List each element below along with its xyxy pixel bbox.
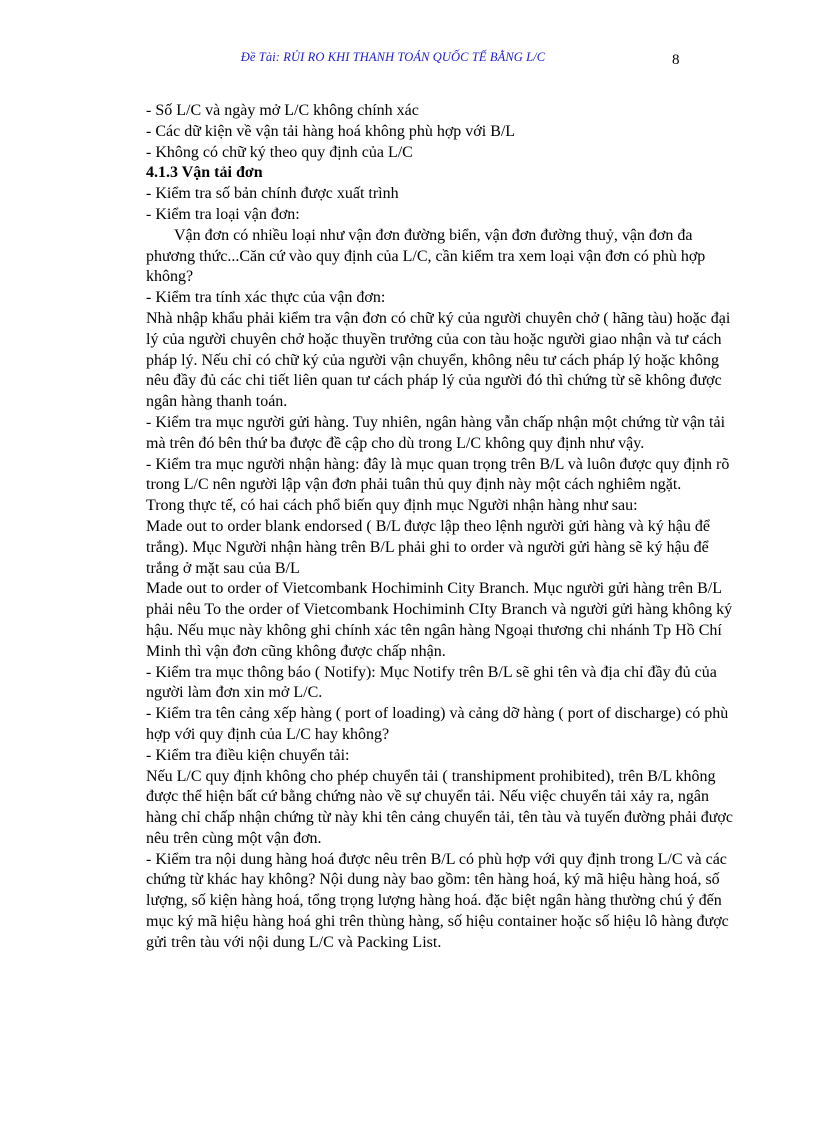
paragraph: - Kiểm tra tên cảng xếp hàng ( port of loading) và cảng dỡ hàng ( port of discharge) có phù hợp với quy định của L/C hay không? — [146, 705, 729, 743]
paragraph: - Các dữ kiện về vận tải hàng hoá không phù hợp với B/L — [146, 122, 516, 140]
paragraph: - Kiểm tra mục người nhận hàng: đây là mục quan trọng trên B/L và luôn được quy định rõ trong L/C nên người lập vận đơn phải tuân thủ quy định này một cách nghiêm ngặt. — [146, 455, 730, 494]
paragraph: - Kiểm tra tính xác thực của vận đơn: — [146, 289, 386, 307]
paragraph: Made out to order of Vietcombank Hochiminh City Branch. Mục người gửi hàng trên B/L phải nêu To the order of Vietcombank Hochiminh CIty Branch và người gửi hàng không ký hậu. Nếu mục này không ghi chính xác tên ngân hàng Ngoại thương chi nhánh Tp Hồ Chí Minh thì vận đơn cũng không được chấp nhận. — [146, 580, 733, 660]
paragraph: - Kiểm tra điều kiện chuyển tải: — [146, 746, 350, 764]
paragraph: - Kiểm tra số bản chính được xuất trình — [146, 185, 399, 203]
paragraph: - Kiểm tra nội dung hàng hoá được nêu trên B/L có phù hợp với quy định trong L/C và các chứng từ khác hay không? Nội dung này bao gồm: tên hàng hoá, ký mã hiệu hàng hoá, số lượng, số kiện hàng hoá, tổng trọng lượng hàng hoá. đặc biệt ngân hàng thường chú ý đến mục ký mã hiệu hàng hoá ghi trên thùng hàng, số hiệu container hoặc số hiệu lô hàng được gửi trên tàu với nội dung L/C và Packing List. — [146, 850, 729, 951]
paragraph: Vận đơn có nhiều loại như vận đơn đường biển, vận đơn đường thuỷ, vận đơn đa phương thức...Căn cứ vào quy định của L/C, cần kiểm tra xem loại vận đơn có phù hợp không? — [146, 226, 706, 286]
paragraph: - Số L/C và ngày mở L/C không chính xác — [146, 102, 419, 119]
paragraph: Nếu L/C quy định không cho phép chuyển tải ( transhipment prohibited), trên B/L không được thể hiện bất cứ bằng chứng nào về sự chuyển tải. Nếu việc chuyển tải xảy ra, ngân hàng chỉ chấp nhận chứng từ này khi tên cảng chuyển tải, tên tàu và tuyến đường phải được nêu trên cùng một vận đơn. — [146, 767, 733, 847]
page-number: 8 — [672, 52, 680, 68]
paragraph: - Kiểm tra mục thông báo ( Notify): Mục Notify trên B/L sẽ ghi tên và địa chỉ đầy đủ của người làm đơn xin mở L/C. — [146, 663, 717, 702]
paragraph: Trong thực tế, có hai cách phổ biến quy định mục Người nhận hàng như sau: — [146, 497, 638, 515]
header-title: Đề Tài: RỦI RO KHI THANH TOÁN QUỐC TẾ BẰNG L/C — [240, 50, 546, 64]
paragraph: - Kiểm tra loại vận đơn: — [146, 205, 300, 223]
paragraph: Made out to order blank endorsed ( B/L được lập theo lệnh người gửi hàng và ký hậu để trắng). Mục Người nhận hàng trên B/L phải ghi to order và người gửi hàng sẽ ký hậu để trắng ở mặt sau của B/L — [146, 517, 710, 577]
paragraph: Nhà nhập khẩu phải kiểm tra vận đơn có chữ ký của người chuyên chở ( hãng tàu) hoặc đại lý của người chuyên chở hoặc thuyền trưởng của con tàu hoặc người giao nhận và tư cách pháp lý. Nếu chỉ có chữ ký của người vận chuyển, không nêu tư cách pháp lý hoặc không nêu đầy đủ các chi tiết liên quan tư cách pháp lý của người đó thì chứng từ sẽ không được ngân hàng thanh toán. — [146, 309, 731, 411]
paragraph: - Không có chữ ký theo quy định của L/C — [146, 143, 413, 161]
page-header — [0, 50, 816, 72]
paragraph: - Kiểm tra mục người gửi hàng. Tuy nhiên, ngân hàng vẫn chấp nhận một chứng từ vận tải mà trên đó bên thứ ba được đề cập cho dù trong L/C không quy định như vậy. — [146, 413, 726, 452]
section-heading: 4.1.3 Vận tải đơn — [146, 164, 263, 182]
document-body — [146, 101, 736, 954]
